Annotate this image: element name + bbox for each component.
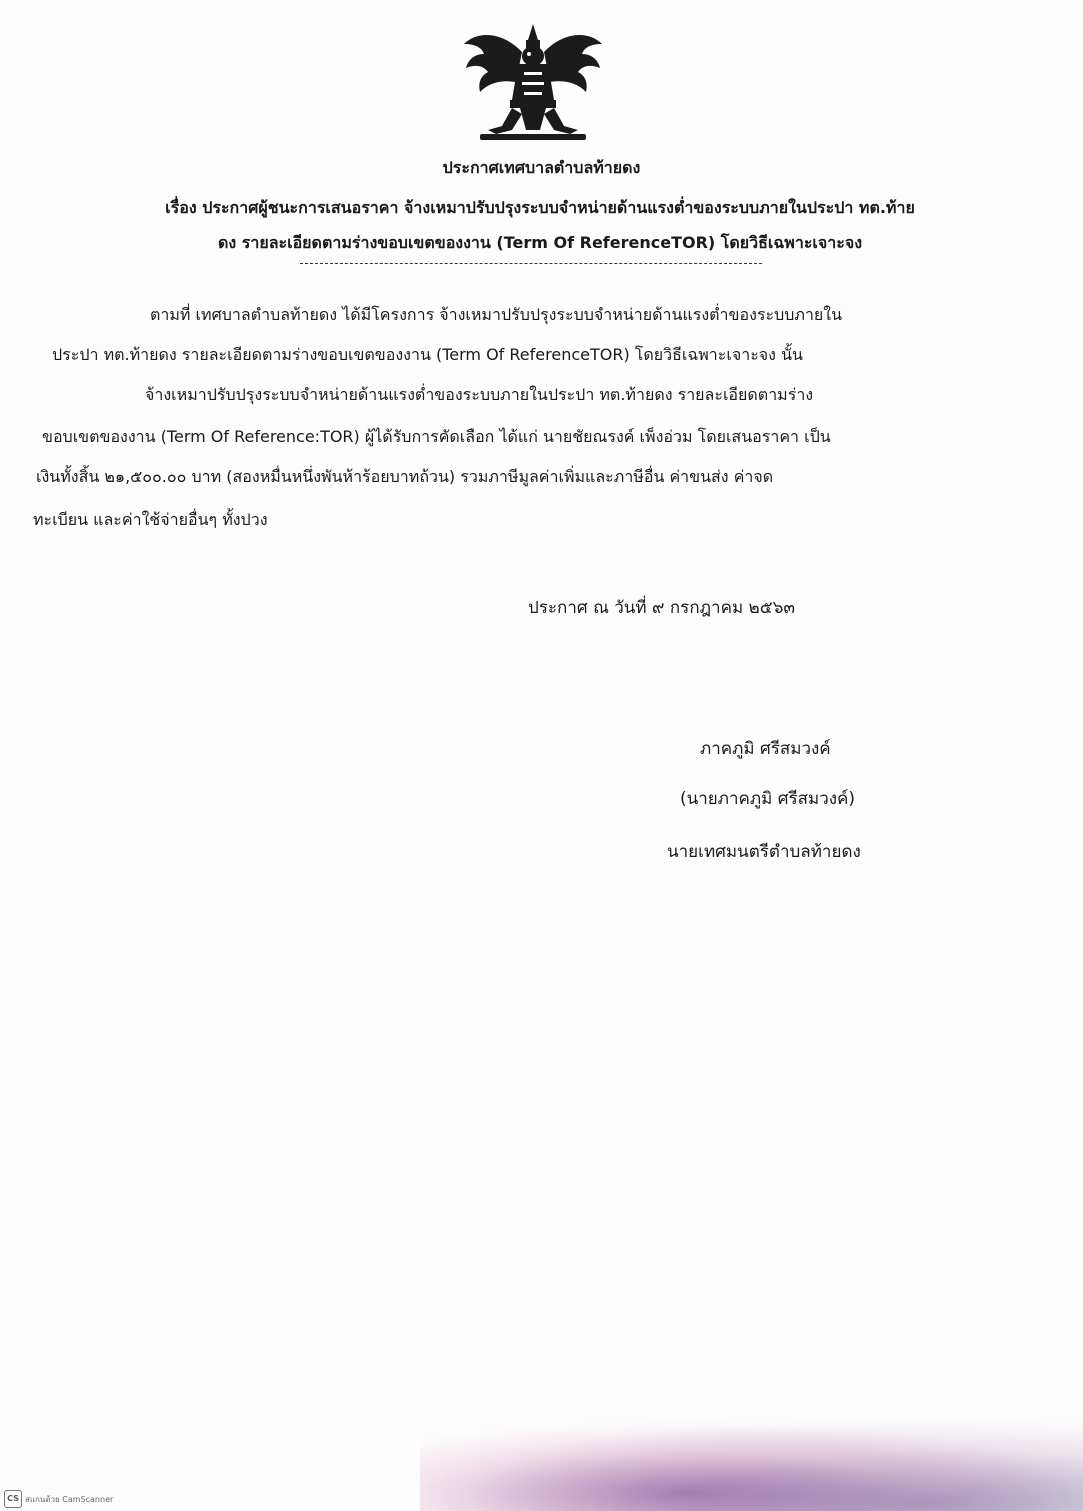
body-line-6: ทะเบียน และค่าใช้จ่ายอื่นๆ ทั้งปวง [33,510,268,529]
camscanner-logo-icon: CS [4,1490,22,1508]
body-line-4: ขอบเขตของงาน (Term Of Reference:TOR) ผู้ได้รับการคัดเลือก ได้แก่ นายชัยณรงค์ เพ็งอ่วม โดยเสนอราคา เป็น [42,427,831,446]
scanner-caption: สแกนด้วย CamScanner [25,1494,114,1504]
subject-line-1: เรื่อง ประกาศผู้ชนะการเสนอราคา จ้างเหมาปรับปรุงระบบจำหน่ายด้านแรงต่ำของระบบภายในประปา ทต.ท้าย [165,198,915,217]
signatory-full-name: (นายภาคภูมิ ศรีสมวงค์) [680,789,856,809]
subject-line-2: ดง รายละเอียดตามร่างขอบเขตของงาน (Term Of ReferenceTOR) โดยวิธีเฉพาะเจาะจง [217,233,863,252]
garuda-emblem-icon [458,22,608,147]
separator-rule [300,263,762,264]
scan-smudge [420,1420,1083,1511]
announcement-date: ประกาศ ณ วันที่ ๙ กรกฎาคม ๒๕๖๓ [528,598,796,618]
scanner-watermark [4,1490,113,1508]
body-line-5: เงินทั้งสิ้น ๒๑,๕๐๐.๐๐ บาท (สองหมื่นหนึ่งพันห้าร้อยบาทถ้วน) รวมภาษีมูลค่าเพิ่มและภาษีอื่น ค่าขนส่ง ค่าจด [36,467,774,486]
body-line-3: จ้างเหมาปรับปรุงระบบจำหน่ายด้านแรงต่ำของระบบภายในประปา ทต.ท้ายดง รายละเอียดตามร่าง [145,385,814,404]
signature-name: ภาคภูมิ ศรีสมวงค์ [700,739,831,759]
body-line-2: ประปา ทต.ท้ายดง รายละเอียดตามร่างขอบเขตของงาน (Term Of ReferenceTOR) โดยวิธีเฉพาะเจาะจง นั้น [52,345,803,364]
signatory-position: นายเทศมนตรีตำบลท้ายดง [667,842,861,862]
body-line-1: ตามที่ เทศบาลตำบลท้ายดง ได้มีโครงการ จ้างเหมาปรับปรุงระบบจำหน่ายด้านแรงต่ำของระบบภายใน [150,305,843,324]
announcement-title: ประกาศเทศบาลตำบลท้ายดง [442,158,641,177]
